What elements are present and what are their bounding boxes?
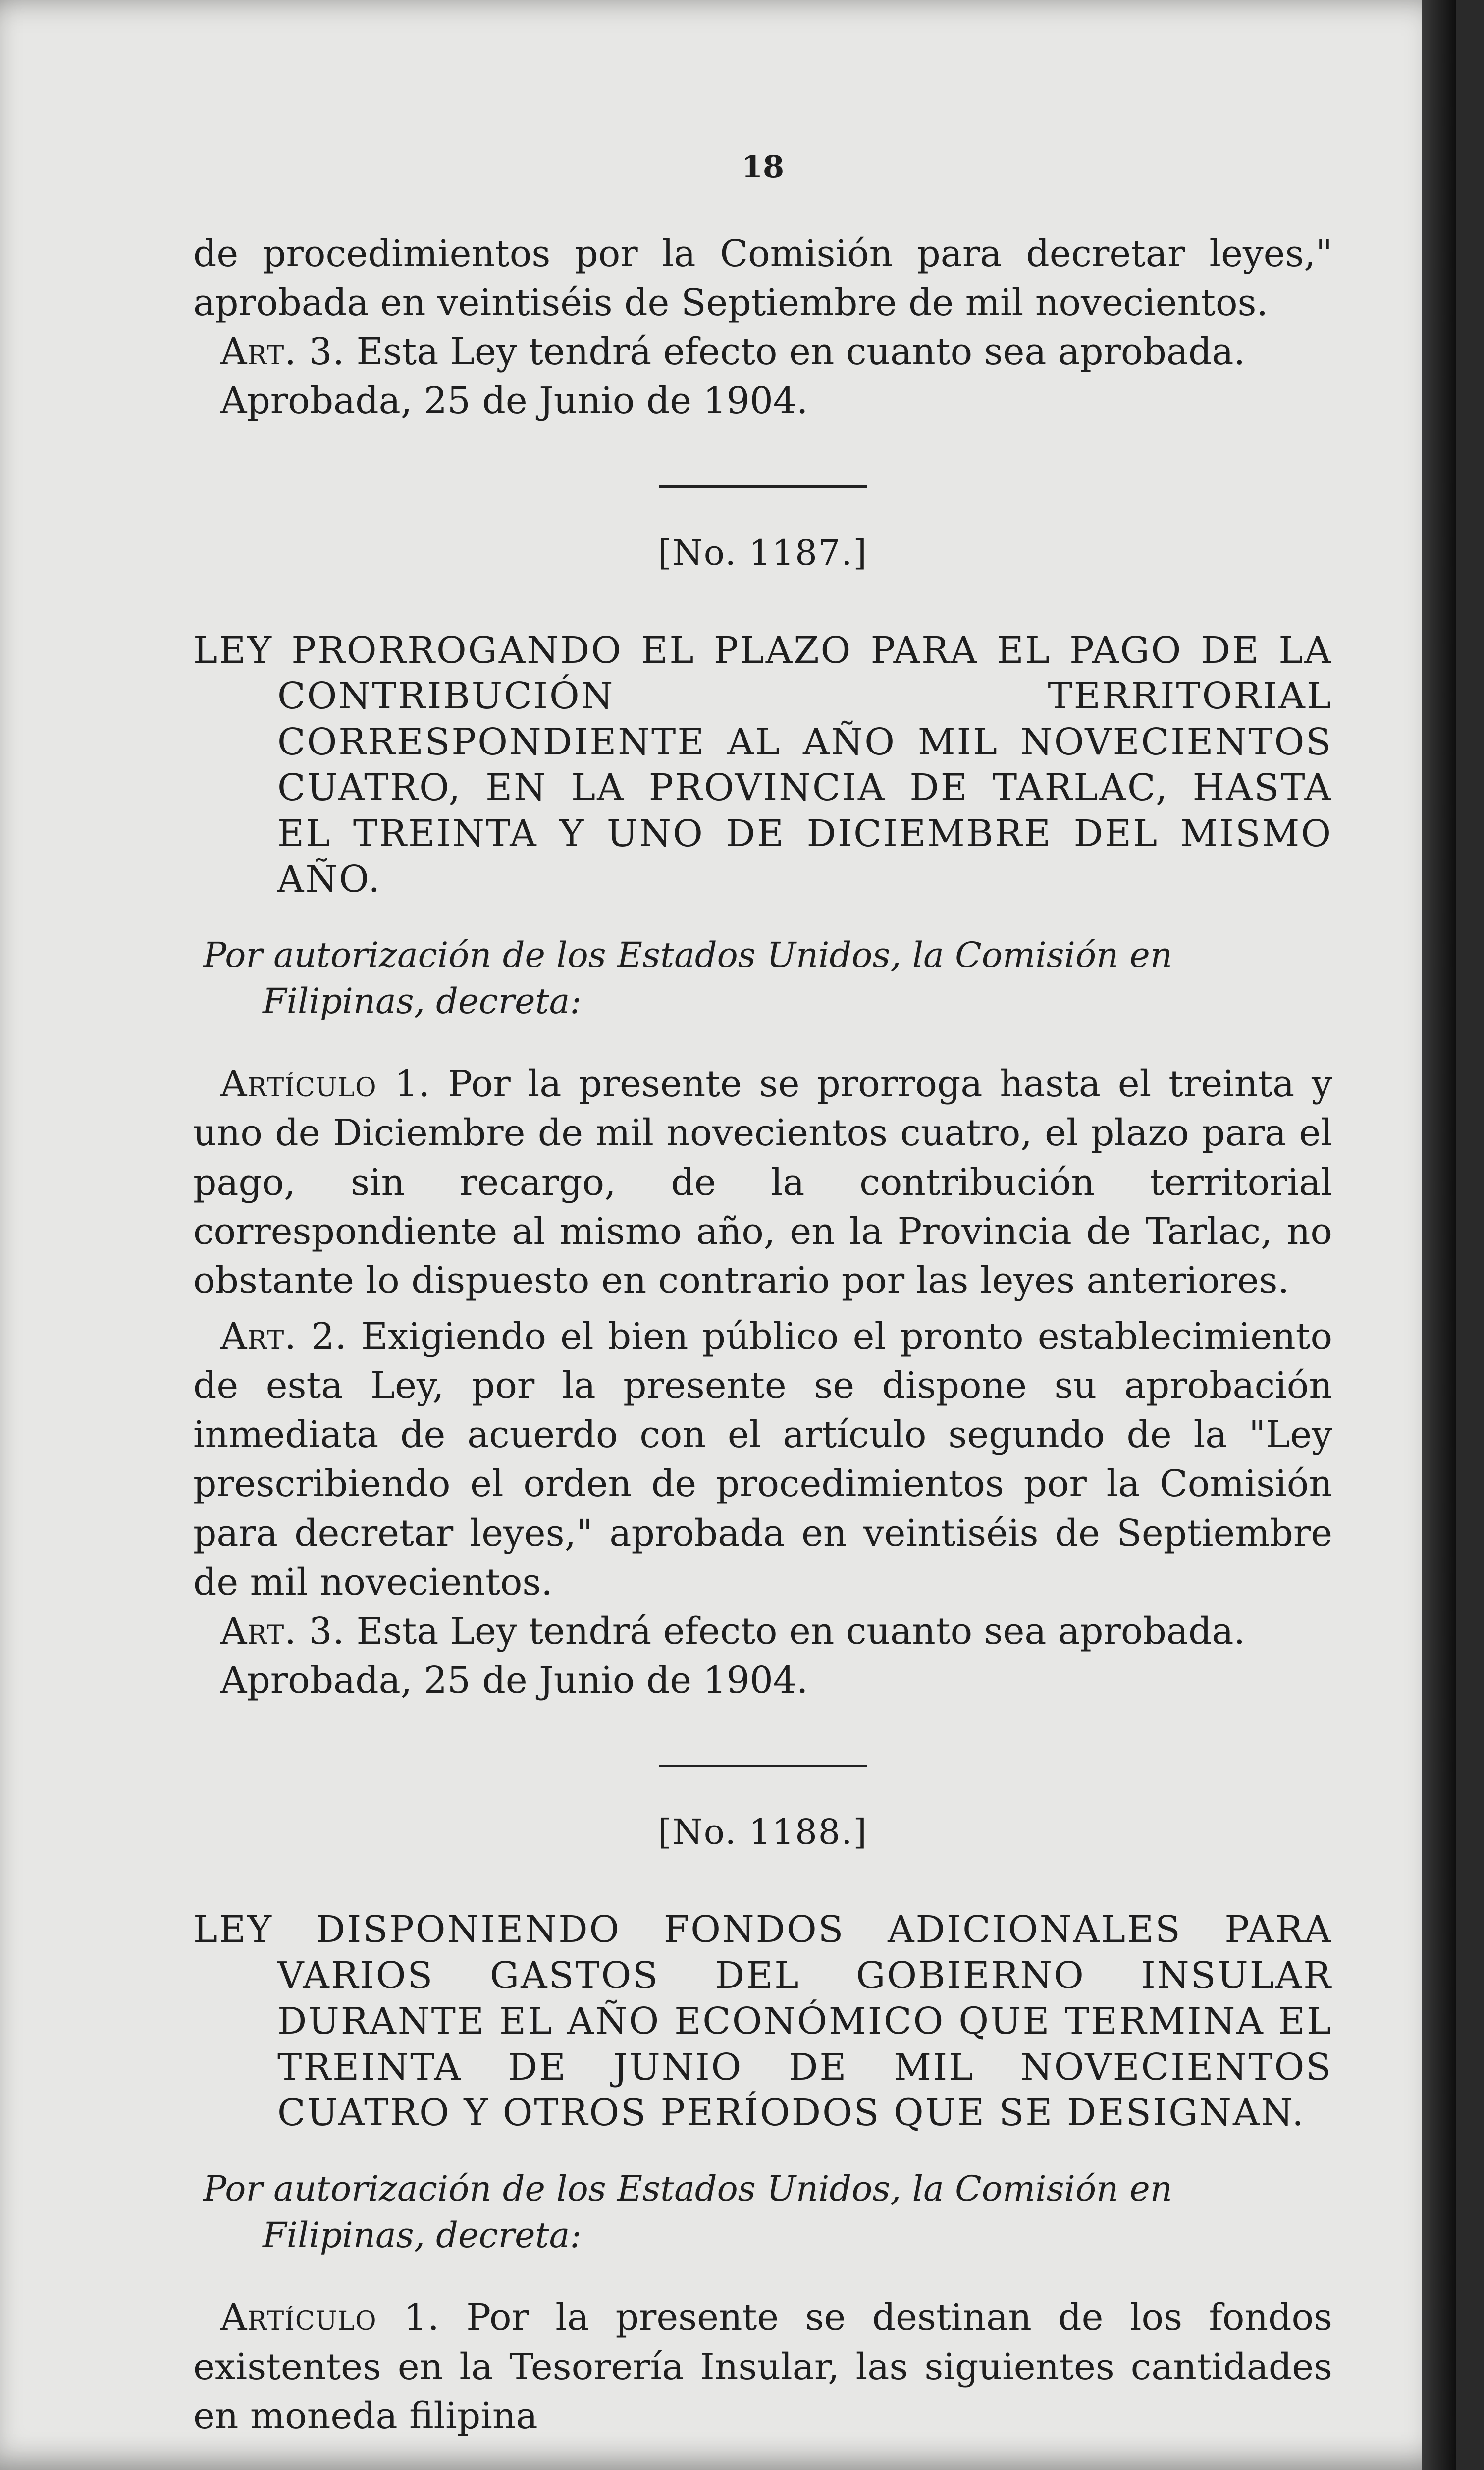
article-label: Art. 3. xyxy=(220,330,345,374)
enacting-clause: Por autorización de los Estados Unidos, la Comisión en Filipinas, decreta: xyxy=(203,2168,1172,2255)
law-number: [No. 1188.] xyxy=(658,1812,868,1853)
article-2 xyxy=(193,1312,1332,1607)
section-divider xyxy=(659,1765,867,1767)
law-1188 xyxy=(193,1812,1332,2441)
law-number: [No. 1187.] xyxy=(658,532,868,573)
continuation-approval-date: Aprobada, 25 de Junio de 1904. xyxy=(220,379,808,423)
law-1187 xyxy=(193,533,1332,1706)
section-divider xyxy=(659,485,867,488)
approval-date: Aprobada, 25 de Junio de 1904. xyxy=(220,1659,808,1702)
article-label: Artículo 1. xyxy=(220,2296,440,2339)
article-text: Esta Ley tendrá efecto en cuanto sea aprobada. xyxy=(345,330,1245,374)
page-number: 18 xyxy=(741,149,785,185)
law-title: LEY PRORROGANDO EL PLAZO PARA EL PAGO DE LA CONTRIBUCIÓN TERRITORIAL CORRESPONDIENTE AL AÑO MIL NOVECIENTOS CUATRO, EN LA PROVINCIA DE TARLAC, HASTA EL TREINTA Y UNO DE DICIEMBRE DEL MISMO AÑO. xyxy=(193,629,1332,901)
article-text: Exigiendo el bien público el pronto establecimiento de esta Ley, por la presente se dispone su aprobación inmediata de acuerdo con el artículo segundo de la "Ley prescribiendo el orden de procedimientos por la Comisión para decretar leyes," aprobada en veintiséis de Septiembre de mil novecientos. xyxy=(193,1315,1333,1604)
article-label: Artículo 1. xyxy=(220,1063,431,1106)
article-label: Art. 2. xyxy=(220,1315,347,1358)
article-1 xyxy=(193,2293,1332,2440)
article-text: Por la presente se prorroga hasta el treinta y uno de Diciembre de mil novecientos cuatro, el plazo para el pago, sin recargo, de la contribución territorial correspondiente al mismo año, en la Provincia de Tarlac, no obstante lo dispuesto en contrario por las leyes anteriores. xyxy=(193,1063,1332,1302)
law-title: LEY DISPONIENDO FONDOS ADICIONALES PARA VARIOS GASTOS DEL GOBIERNO INSULAR DURANTE EL AÑO ECONÓMICO QUE TERMINA EL TREINTA DE JUNIO DE MIL NOVECIENTOS CUATRO Y OTROS PERÍODOS QUE SE DESIGNAN. xyxy=(193,1908,1332,2135)
article-label: Art. 3. xyxy=(220,1610,345,1653)
previous-law-continuation xyxy=(193,229,1332,426)
enacting-clause: Por autorización de los Estados Unidos, la Comisión en Filipinas, decreta: xyxy=(203,934,1172,1022)
page-content xyxy=(193,149,1332,2441)
article-1 xyxy=(193,1060,1332,1305)
article-3 xyxy=(193,1607,1332,1656)
article-text: Por la presente se destinan de los fondos existentes en la Tesorería Insular, las siguientes cantidades en moneda filipina xyxy=(193,2296,1333,2437)
continuation-article-3 xyxy=(193,327,1332,376)
page-edge-shadow xyxy=(1422,0,1456,2470)
continuation-paragraph: de procedimientos por la Comisión para decretar leyes," aprobada en veintiséis de Septiembre de mil novecientos. xyxy=(193,232,1332,324)
article-text: Esta Ley tendrá efecto en cuanto sea aprobada. xyxy=(345,1610,1245,1653)
